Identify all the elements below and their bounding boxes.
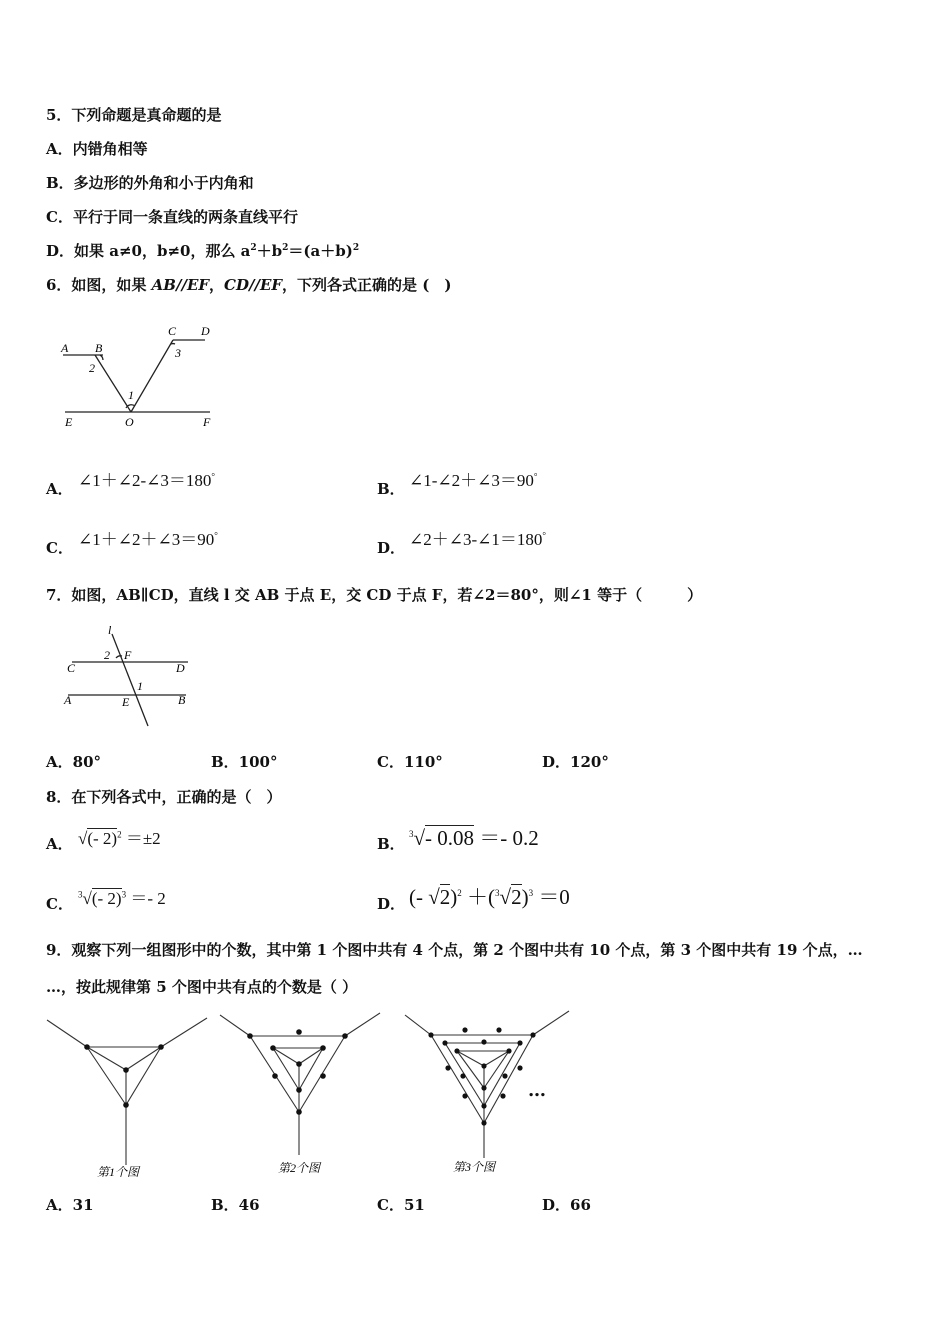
q6-option-a-expr [78,466,215,491]
q8-d-part3: ) [521,885,529,909]
q8-option-d-label: D． [377,895,406,913]
q5-option-b: B．多边形的外角和小于内角和 [46,174,254,192]
q7-option-c: C．110° [377,753,443,771]
q6-label-b: B [95,341,103,355]
q8-a-sup: 2 [117,829,122,840]
q9-caption-1: 第1个图 [97,1165,140,1179]
q6-stem-cd-ef: CD//EF [224,276,283,294]
q8-b-rhs: ＝- 0.2 [479,826,539,850]
q8-d-rad1: 2 [439,885,451,909]
q9-option-b: B．46 [211,1196,260,1214]
q7-option-d: D．120° [542,753,609,771]
q6-label-angle3: 3 [175,346,181,360]
q6-option-b-label: B． [377,480,405,498]
q8-c-radicand: (- 2) [91,889,122,908]
q6-c-expr-text: ∠1＋∠2＋∠3＝90 [78,530,215,549]
q8-d-plus: ＋( [461,885,496,909]
q8-option-a-label: A． [46,835,73,853]
q6-label-e: E [65,415,73,429]
q8-c-sup: 3 [121,889,127,900]
q9-stem-line1: 9．观察下列一组图形中的个数，其中第 1 个图中共有 4 个点，第 2 个图中共有 10 个点，第 3 个图中共有 19 个点，… [46,941,863,959]
q8-d-sup1: 2 [457,888,462,898]
q9-ellipsis: … [528,1080,546,1101]
q6-option-b-expr [409,466,538,491]
q8-c-rhs: ＝- 2 [130,889,166,908]
q6-option-c-label: C． [46,539,73,557]
q9-option-c: C．51 [377,1196,425,1214]
q8-d-rad2: 2 [511,885,522,909]
q6-label-d: D [201,324,210,338]
q8-d-part1: (- [409,885,429,909]
q8-d-rhs: ＝0 [533,885,570,909]
q6-figure [55,320,225,435]
q6-stem-comma: ， [209,276,225,294]
q8-option-a-expr: √(- 2)$^2$ ＝±2 [78,829,161,848]
q8-b-radicand: - 0.08 [425,826,475,850]
q5-d-sup: 2 [250,243,257,253]
q7-label-b: B [178,693,186,707]
q7-label-e: E [122,695,130,709]
q7-option-a: A．80° [46,753,102,771]
q5-option-a: A．内错角相等 [46,140,148,158]
q9-option-a: A．31 [46,1196,94,1214]
q9-figure-2 [218,1010,383,1180]
q8-c-index: 3 [78,889,83,900]
q6-d-deg: ° [542,530,547,541]
q9-caption-3: 第3个图 [453,1160,496,1174]
q9-figure-1 [45,1015,210,1180]
q6-b-deg: ° [533,471,538,482]
q9-option-d: D．66 [542,1196,591,1214]
q6-label-o: O [125,415,134,429]
q8-option-b-label: B． [377,835,405,853]
q6-c-deg: ° [214,530,218,541]
q8-stem: 8．在下列各式中，正确的是（ ） [46,788,282,806]
q7-figure [60,622,195,730]
q9-stem-line2: …，按此规律第 5 个图中共有点的个数是（ ） [46,978,358,996]
q9-caption-2: 第2个图 [278,1161,321,1175]
q6-stem-prefix: 6．如图，如果 [46,276,152,294]
q5-d-text: D．如果 a≠0，b≠0，那么 a [46,242,251,260]
q6-stem [46,274,451,295]
q5-option-d [46,240,359,261]
q6-stem-suffix: ，下列各式正确的是 ( ) [282,276,452,294]
q8-option-d-expr: (- $√2)^2 +(^3√2)^3 =0$ [409,885,570,909]
q6-option-c-expr [78,525,218,550]
q7-option-b: B．100° [211,753,278,771]
q8-d-sup2: 3 [528,888,534,898]
q5-d-sup2: 2 [282,243,289,253]
q8-option-c-expr: $^3$√(- 2)$^3$ ＝- 2 [78,889,166,908]
q8-a-rhs: ＝±2 [125,829,161,848]
q6-option-a-label: A． [46,480,73,498]
q6-option-d-label: D． [377,539,406,557]
q6-label-a: A [61,341,69,355]
q5-d-text3: ＝(a＋b) [288,242,353,260]
q7-label-f: F [124,648,132,662]
q6-a-expr-text: ∠1＋∠2-∠3＝180 [78,471,212,490]
q7-label-a: A [64,693,72,707]
q7-label-angle1: 1 [137,679,143,693]
q6-a-deg: ° [211,471,216,482]
q8-d-part2: ) [450,885,458,909]
q5-d-sup3: 2 [352,243,360,253]
q5-option-c: C．平行于同一条直线的两条直线平行 [46,208,298,226]
q9-figure-3 [403,1008,573,1178]
q7-label-c: C [67,661,76,675]
q6-label-angle2: 2 [89,361,95,375]
q8-option-c-label: C． [46,895,73,913]
q8-option-b-expr: $^3$√- 0.08 ＝- 0.2 [409,826,539,850]
q6-option-d-expr [409,525,546,550]
q7-label-l: l [108,623,112,637]
q6-stem-ab-ef: AB//EF [151,276,210,294]
q6-d-expr-text: ∠2＋∠3-∠1＝180 [409,530,543,549]
q7-label-d: D [176,661,185,675]
q8-a-radicand: (- 2) [87,829,118,848]
q6-label-c: C [168,324,177,338]
q6-label-f: F [203,415,211,429]
q8-d-index: 3 [495,888,500,898]
q7-stem: 7．如图，AB∥CD，直线 l 交 AB 于点 E，交 CD 于点 F，若∠2＝80°，则∠1 等于（ ） [46,586,703,604]
q5-d-text2: ＋b [256,242,283,260]
q6-b-expr-text: ∠1-∠2＋∠3＝90 [409,471,534,490]
q7-label-angle2: 2 [104,648,110,662]
q5-stem: 5．下列命题是真命题的是 [46,106,222,124]
q8-b-index: 3 [409,829,414,839]
q6-label-angle1: 1 [128,388,134,402]
